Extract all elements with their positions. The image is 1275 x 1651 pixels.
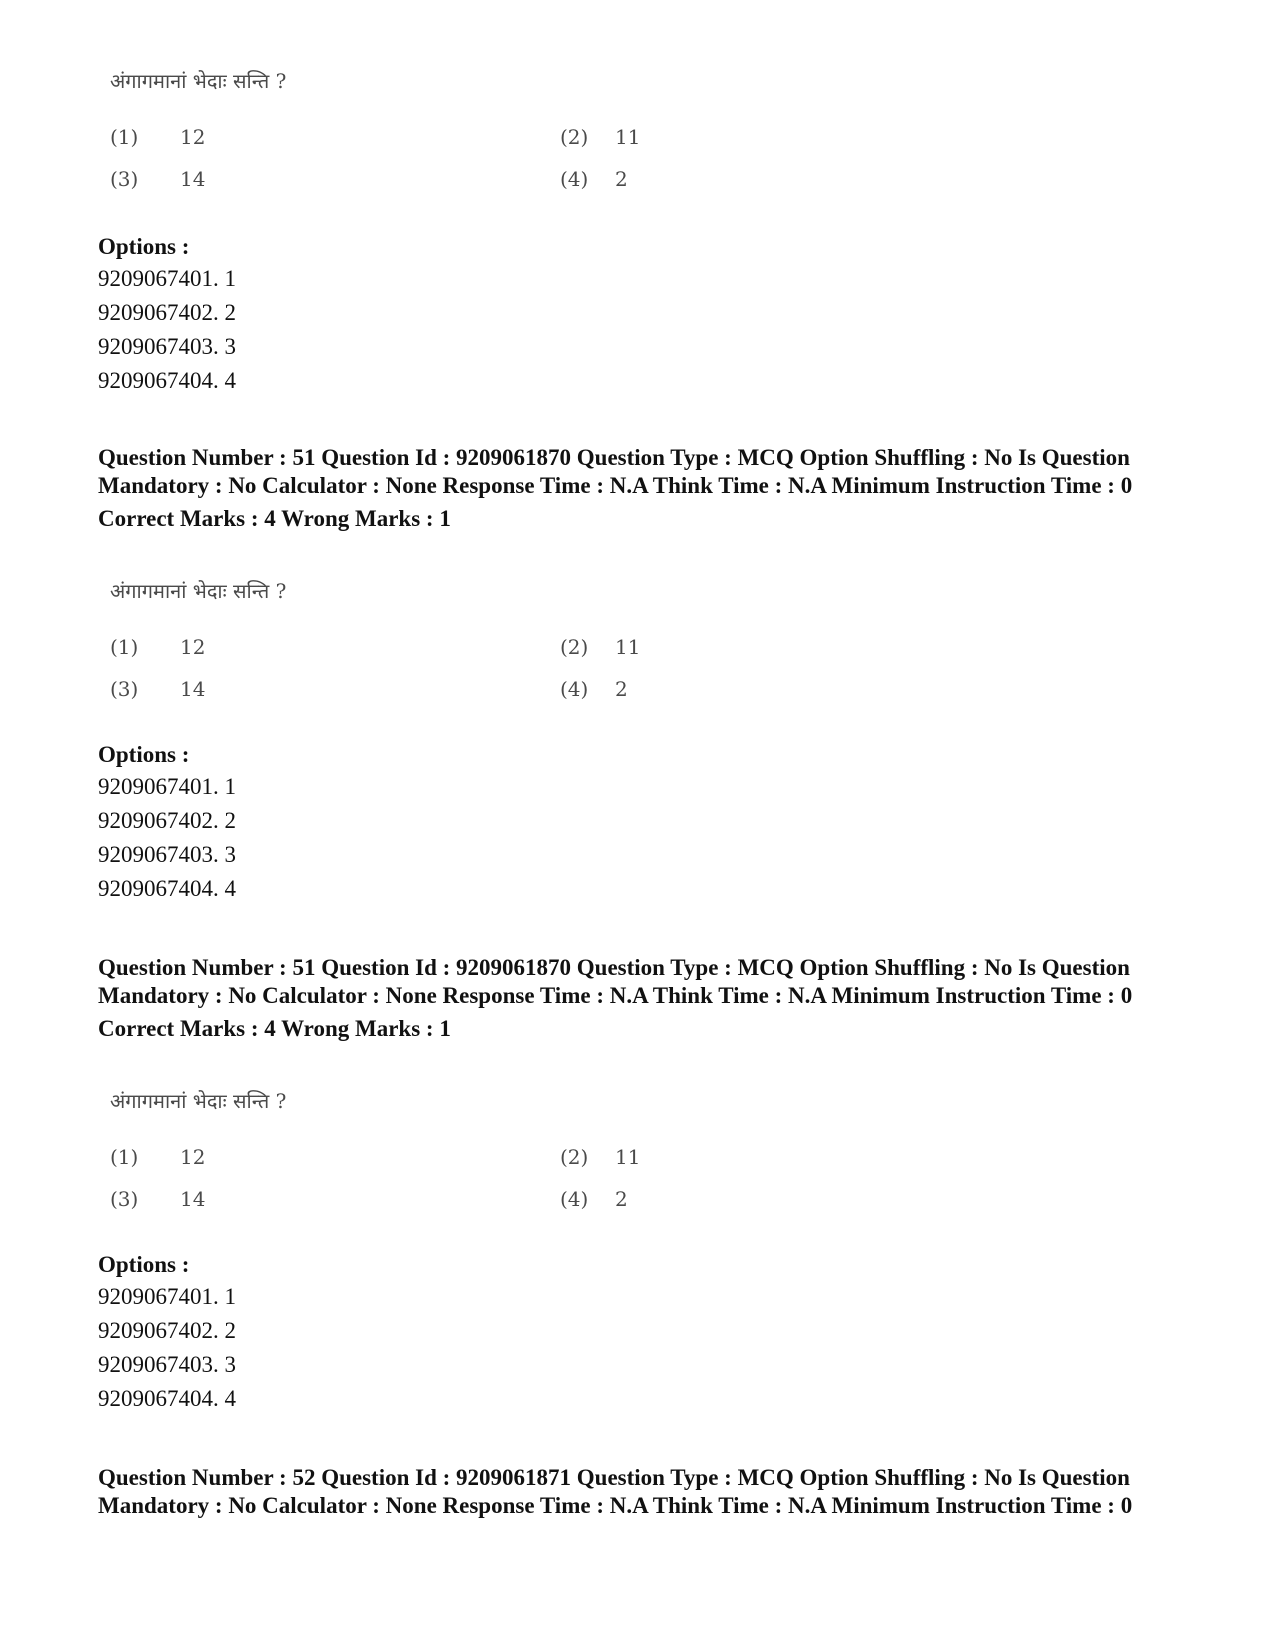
answer-choice-4: (4) 2 [560,167,628,191]
question-meta: Question Number : 51 Question Id : 9209061870 Question Type : MCQ Option Shuffling : No Is Question Mandatory : No Calculator : None Response Time : N.A Think Time : N.A Minimum Instruction Time : 0 [98,955,1133,1008]
answer-choice-2: (2) 11 [560,1145,641,1169]
option-item: 9209067401. 1 [98,774,236,799]
question-header-51b [98,954,1188,1043]
option-item: 9209067402. 2 [98,300,236,325]
answer-choice-3: (3) 14 [110,1187,206,1211]
answer-choice-1: (1) 12 [110,125,206,149]
option-item: 9209067404. 4 [98,368,236,393]
question-image-1 [110,68,670,218]
option-item: 9209067404. 4 [98,876,236,901]
question-text: अंगागमानां भेदाः सन्ति ? [110,69,287,93]
answer-choice-4: (4) 2 [560,677,628,701]
question-text: अंगागमानां भेदाः सन्ति ? [110,1089,287,1113]
option-item: 9209067401. 1 [98,266,236,291]
answer-choice-1: (1) 12 [110,635,206,659]
question-marks: Correct Marks : 4 Wrong Marks : 1 [98,506,451,531]
question-marks: Correct Marks : 4 Wrong Marks : 1 [98,1016,451,1041]
options-list-1 [98,232,1188,398]
answer-choice-1: (1) 12 [110,1145,206,1169]
question-header-51a [98,444,1188,533]
question-meta: Question Number : 52 Question Id : 9209061871 Question Type : MCQ Option Shuffling : No Is Question Mandatory : No Calculator : None Response Time : N.A Think Time : N.A Minimum Instruction Time : 0 [98,1465,1133,1518]
answer-choice-2: (2) 11 [560,635,641,659]
question-header-52 [98,1464,1188,1520]
options-list-3 [98,1250,1188,1416]
question-meta: Question Number : 51 Question Id : 9209061870 Question Type : MCQ Option Shuffling : No Is Question Mandatory : No Calculator : None Response Time : N.A Think Time : N.A Minimum Instruction Time : 0 [98,445,1133,498]
answer-choice-4: (4) 2 [560,1187,628,1211]
options-label: Options : [98,234,190,259]
option-item: 9209067403. 3 [98,1352,236,1377]
options-list-2 [98,740,1188,906]
answer-choice-3: (3) 14 [110,677,206,701]
question-text: अंगागमानां भेदाः सन्ति ? [110,579,287,603]
question-image-2 [110,578,670,728]
option-item: 9209067403. 3 [98,842,236,867]
option-item: 9209067403. 3 [98,334,236,359]
option-item: 9209067402. 2 [98,1318,236,1343]
options-label: Options : [98,1252,190,1277]
question-image-3 [110,1088,670,1238]
answer-choice-2: (2) 11 [560,125,641,149]
answer-choice-3: (3) 14 [110,167,206,191]
option-item: 9209067401. 1 [98,1284,236,1309]
options-label: Options : [98,742,190,767]
option-item: 9209067404. 4 [98,1386,236,1411]
option-item: 9209067402. 2 [98,808,236,833]
